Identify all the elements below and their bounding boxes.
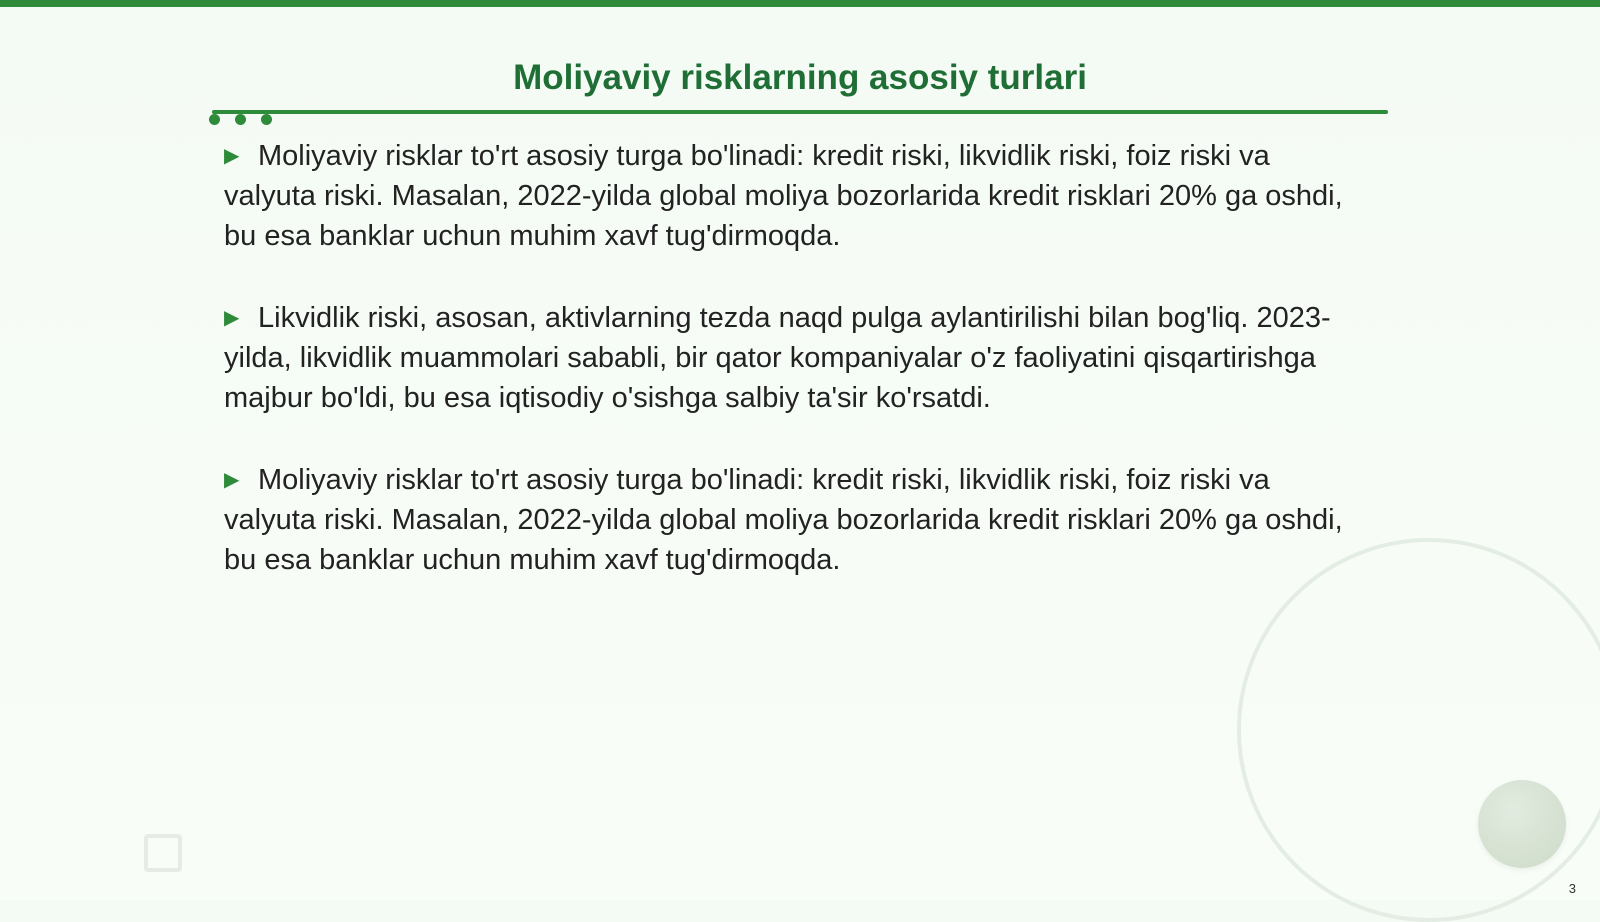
decorative-dot [209,114,220,125]
bullet-arrow-icon: ▶ [224,145,240,167]
top-accent-bar [0,0,1600,7]
decorative-dot [235,114,246,125]
bullet-arrow-icon: ▶ [224,307,240,329]
slide-title: Moliyaviy risklarning asosiy turlari [513,58,1087,97]
decorative-square [144,834,182,872]
bullet-text: Likvidlik riski, asosan, aktivlarning tezda naqd pulga aylantirilishi bilan bog'liq. 2023-yilda, likvidlik muammolari sababli, bir qator kompaniyalar o'z faoliyatini qisqartirishga majbur bo'ldi, bu esa iqtisodiy o'sishga salbiy ta'sir ko'rsatdi. [224,302,1331,414]
bullet-arrow-icon: ▶ [224,469,240,491]
decorative-ring [1237,538,1600,922]
bullet-item [224,298,1364,418]
page-number: 3 [1568,881,1576,896]
bullet-item [224,136,1364,256]
decorative-dot [261,114,272,125]
title-underline [212,110,1388,114]
bullet-item [224,460,1364,580]
bullet-text: Moliyaviy risklar to'rt asosiy turga bo'linadi: kredit riski, likvidlik riski, foiz riski va valyuta riski. Masalan, 2022-yilda global moliya bozorlarida kredit risklari 20% ga oshdi, bu esa banklar uchun muhim xavf tug'dirmoqda. [224,140,1343,252]
bullet-list [224,136,1364,622]
bullet-text: Moliyaviy risklar to'rt asosiy turga bo'linadi: kredit riski, likvidlik riski, foiz riski va valyuta riski. Masalan, 2022-yilda global moliya bozorlarida kredit risklari 20% ga oshdi, bu esa banklar uchun muhim xavf tug'dirmoqda. [224,464,1343,576]
decorative-circle [1478,780,1566,868]
